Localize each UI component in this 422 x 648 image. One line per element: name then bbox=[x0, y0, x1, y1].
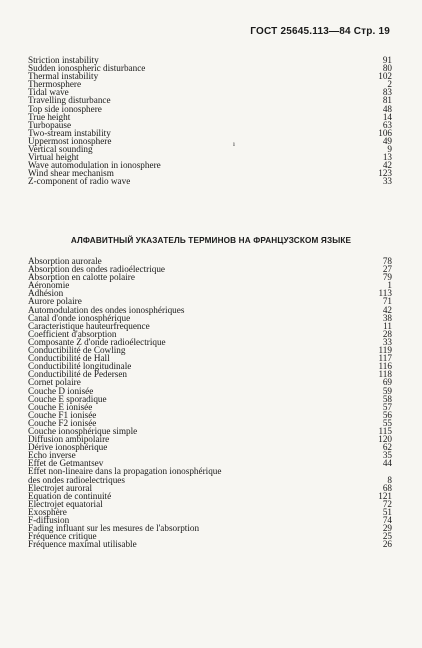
index-term: Diffusion ambipolaire bbox=[28, 434, 110, 445]
index-page-number: 80 bbox=[382, 63, 392, 74]
index-term: Couche F1 ionisée bbox=[28, 409, 97, 420]
index-page-number: 116 bbox=[378, 361, 392, 372]
index-page-number: 71 bbox=[382, 296, 392, 307]
index-term: Canal d'onde ionosphérique bbox=[28, 312, 131, 323]
index-page-number: 106 bbox=[378, 127, 392, 138]
index-page-number: 48 bbox=[382, 103, 392, 114]
index-term: Conductibilité longitudinale bbox=[28, 361, 132, 372]
index-page-number: 55 bbox=[382, 417, 392, 428]
index-page-number: 83 bbox=[382, 87, 392, 98]
index-page-number: 38 bbox=[382, 312, 392, 323]
index-page-number: 42 bbox=[382, 160, 392, 171]
index-page-number: 33 bbox=[382, 336, 392, 347]
index-term: Wind shear mechanism bbox=[28, 168, 114, 179]
index-page-number: 119 bbox=[378, 345, 392, 356]
index-page-number: 57 bbox=[382, 401, 392, 412]
index-entry bbox=[28, 370, 392, 378]
index-term: Conductibilité de Cowling bbox=[28, 345, 126, 356]
index-page-number: 59 bbox=[382, 385, 392, 396]
index-term: des ondes radioelectriques bbox=[28, 474, 125, 485]
index-page-number: 118 bbox=[378, 369, 392, 380]
index-term: Striction instability bbox=[28, 55, 99, 65]
index-page-number: 113 bbox=[378, 288, 392, 299]
index-page-number: 29 bbox=[382, 523, 392, 534]
index-term: Thermosphere bbox=[28, 79, 82, 90]
index-page-number: 27 bbox=[382, 264, 392, 275]
index-term: Uppermost ionosphere bbox=[28, 135, 112, 146]
index-entry bbox=[28, 443, 392, 451]
index-page-number: 14 bbox=[382, 111, 392, 122]
index-term: Coefficient d'absorption bbox=[28, 328, 117, 339]
index-term: Echo inverse bbox=[28, 450, 76, 461]
index-term: Virtual height bbox=[28, 152, 79, 163]
index-page-number: 102 bbox=[378, 71, 392, 82]
index-page-number: 2 bbox=[387, 79, 392, 90]
index-page-number: 13 bbox=[382, 152, 392, 163]
index-page-number: 35 bbox=[382, 450, 392, 461]
index-entry bbox=[28, 500, 392, 508]
english-term-index bbox=[28, 56, 392, 186]
index-page-number: 78 bbox=[382, 256, 392, 266]
index-entry bbox=[28, 72, 392, 80]
index-entry bbox=[28, 105, 392, 113]
index-term: Travelling disturbance bbox=[28, 95, 111, 106]
index-page-number: 63 bbox=[382, 119, 392, 130]
index-page-number: 33 bbox=[382, 176, 392, 187]
index-term: Effet non-lineaire dans la propagation ionosphérique bbox=[28, 466, 222, 477]
index-page-number: 26 bbox=[382, 539, 392, 550]
index-term: Absorption en calotte polaire bbox=[28, 272, 135, 283]
index-page-number: 56 bbox=[382, 409, 392, 420]
index-term: Absorption des ondes radioélectrique bbox=[28, 264, 166, 275]
index-term: Electrojet equatorial bbox=[28, 498, 103, 509]
page-header: ГОСТ 25645.113—84 Стр. 19 bbox=[250, 26, 390, 37]
index-page-number: 62 bbox=[382, 442, 392, 453]
index-page-number: 44 bbox=[382, 458, 392, 469]
index-term: Aurore polaire bbox=[28, 296, 82, 307]
index-term: Thermal instability bbox=[28, 71, 99, 82]
index-term: Automodulation des ondes ionosphériques bbox=[28, 304, 185, 315]
index-entry bbox=[28, 273, 392, 281]
index-entry bbox=[28, 145, 392, 153]
index-term: Equation de continuité bbox=[28, 490, 112, 501]
index-page-number: 120 bbox=[378, 434, 392, 445]
index-entry bbox=[28, 540, 392, 548]
index-page-number: 81 bbox=[382, 95, 392, 106]
index-term: Couche D ionisée bbox=[28, 385, 94, 396]
index-term: Caracteristique hauteurfrequence bbox=[28, 320, 150, 331]
index-term: Absorption aurorale bbox=[28, 256, 102, 266]
index-page-number: 42 bbox=[382, 304, 392, 315]
index-page-number: 11 bbox=[383, 320, 392, 331]
index-entry bbox=[28, 508, 392, 516]
index-page-number: 68 bbox=[382, 482, 392, 493]
index-page-number: 49 bbox=[382, 135, 392, 146]
index-entry bbox=[28, 80, 392, 88]
index-term: Two-stream instability bbox=[28, 127, 111, 138]
index-page-number: 28 bbox=[382, 328, 392, 339]
index-term: Adhésion bbox=[28, 288, 64, 299]
index-page-number: 115 bbox=[378, 425, 392, 436]
index-term: Sudden ionospheric disturbance bbox=[28, 63, 146, 74]
index-term: Electrojet auroral bbox=[28, 482, 93, 493]
index-page-number: 1 bbox=[387, 280, 392, 291]
stray-mark: ı bbox=[233, 140, 235, 148]
index-page-number: 8 bbox=[387, 474, 392, 485]
index-entry bbox=[28, 281, 392, 289]
index-term: Exosphère bbox=[28, 506, 67, 517]
index-page-number: 51 bbox=[382, 506, 392, 517]
index-term: Fréquence maximal utilisable bbox=[28, 539, 137, 550]
index-term: Tidal wave bbox=[28, 87, 69, 98]
index-term: Wave automodulation in ionosphere bbox=[28, 160, 161, 171]
index-term: True height bbox=[28, 111, 71, 122]
index-entry bbox=[28, 113, 392, 121]
index-term: Turbopause bbox=[28, 119, 72, 130]
index-page-number: 69 bbox=[382, 377, 392, 388]
index-term: Couche F2 ionisée bbox=[28, 417, 97, 428]
index-term: Couche E ionisée bbox=[28, 401, 93, 412]
index-page-number: 121 bbox=[378, 490, 392, 501]
index-page-number: 117 bbox=[378, 353, 392, 364]
index-page-number: 25 bbox=[382, 531, 392, 542]
index-term: F-diffusion bbox=[28, 515, 70, 525]
index-term: Dérive ionosphérique bbox=[28, 442, 108, 453]
index-term: Top side ionosphere bbox=[28, 103, 102, 114]
index-entry bbox=[28, 177, 392, 185]
index-page-number: 72 bbox=[382, 498, 392, 509]
index-term: Conductibilité de Pedersen bbox=[28, 369, 127, 380]
index-term: Effet de Getmantsev bbox=[28, 458, 104, 469]
index-term: Fréquence critique bbox=[28, 531, 97, 542]
index-term: Z-component of radio wave bbox=[28, 176, 131, 187]
index-term: Couche E sporadique bbox=[28, 393, 107, 404]
index-term: Fading influant sur les mesures de l'absorption bbox=[28, 523, 200, 534]
index-page-number: 123 bbox=[378, 168, 392, 179]
index-term: Cornet polaire bbox=[28, 377, 81, 388]
french-index-heading: АЛФАВИТНЫЙ УКАЗАТЕЛЬ ТЕРМИНОВ НА ФРАНЦУЗСКОМ ЯЗЫКЕ bbox=[70, 236, 352, 245]
index-page-number: 79 bbox=[382, 272, 392, 283]
index-entry bbox=[28, 289, 392, 297]
index-page-number: 58 bbox=[382, 393, 392, 404]
french-term-index bbox=[28, 257, 392, 548]
index-page-number: 74 bbox=[382, 515, 392, 525]
index-term: Couche ionosphérique simple bbox=[28, 425, 138, 436]
index-term: Aéronomie bbox=[28, 280, 70, 291]
index-page-number: 91 bbox=[382, 55, 392, 65]
index-page-number: 9 bbox=[387, 144, 392, 155]
index-term: Vertical sounding bbox=[28, 144, 93, 155]
index-term: Conductibilité de Hall bbox=[28, 353, 110, 364]
index-term: Composante Z d'onde radioélectrique bbox=[28, 336, 166, 347]
